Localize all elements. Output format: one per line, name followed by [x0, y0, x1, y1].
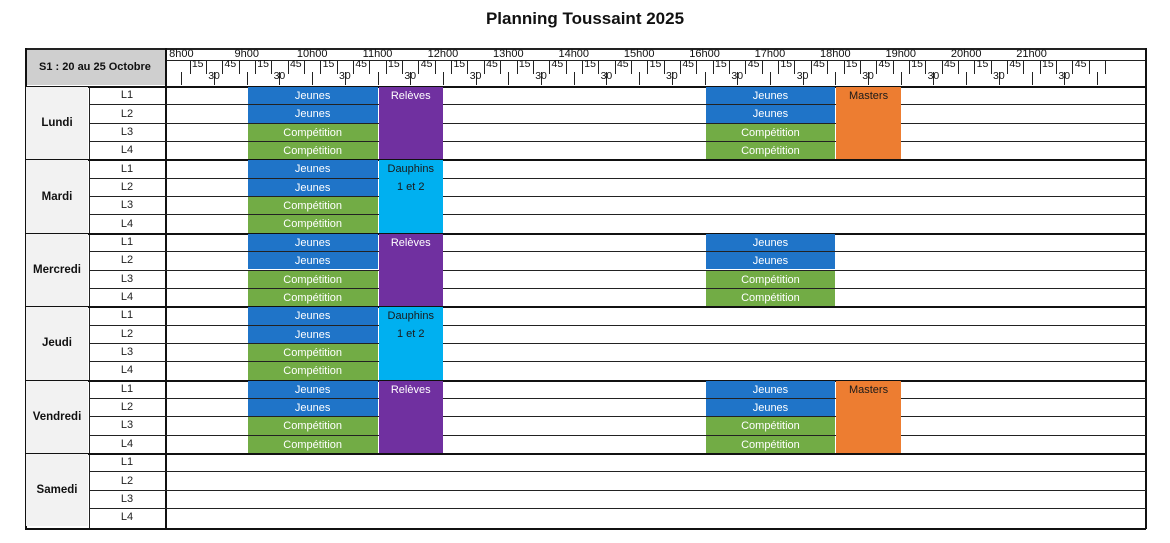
competition-label: Compétition	[283, 420, 342, 433]
jeunes-block	[248, 87, 378, 104]
quarter-tick	[386, 60, 387, 74]
jeunes-label: Jeunes	[752, 236, 789, 249]
half-tick	[901, 72, 902, 85]
quarter-tick	[467, 60, 468, 74]
quarter-tick	[893, 60, 894, 74]
quarter-label: 15	[649, 58, 662, 70]
competition-label: Compétition	[283, 145, 342, 158]
quarter-label: 45	[616, 58, 629, 70]
competition-label: Compétition	[283, 291, 342, 304]
quarter-label: 15	[388, 58, 400, 70]
quarter-tick	[222, 60, 223, 74]
competition-label: Compétition	[741, 438, 800, 451]
hour-label: 18h00	[820, 48, 851, 60]
releves-block	[379, 234, 443, 306]
jeunes-label: Jeunes	[294, 401, 331, 414]
quarter-label: 30	[927, 70, 940, 82]
lane-label: L2	[120, 401, 134, 414]
competition-label: Compétition	[283, 126, 342, 139]
quarter-tick	[860, 60, 861, 74]
quarter-tick	[811, 60, 812, 74]
quarter-label: 30	[731, 70, 744, 82]
releves-block	[379, 381, 443, 453]
competition-block	[248, 362, 378, 379]
row-divider	[25, 306, 1146, 308]
quarter-tick	[239, 60, 240, 74]
quarter-label: 15	[322, 58, 335, 70]
releves-label: Relèves	[390, 236, 431, 249]
half-tick	[1064, 72, 1065, 85]
quarter-label: 30	[535, 70, 547, 82]
quarter-label: 15	[584, 58, 596, 70]
day-label-4: Vendredi	[26, 381, 88, 453]
hour-label: 15h00	[623, 48, 655, 60]
quarter-tick	[255, 60, 256, 74]
quarter-label: 30	[404, 70, 417, 82]
jeunes-block	[248, 307, 378, 324]
lane-label: L1	[120, 382, 134, 395]
half-tick	[737, 72, 738, 85]
quarter-label: 45	[551, 58, 564, 70]
half-tick	[214, 72, 215, 85]
row-divider	[25, 380, 1146, 382]
lane-label: L1	[120, 162, 134, 175]
lane-label: L4	[120, 511, 134, 524]
dauphins-label-line2: 1 et 2	[396, 328, 425, 341]
quarter-tick	[206, 60, 207, 74]
jeunes-label: Jeunes	[294, 236, 331, 249]
quarter-label: 30	[208, 70, 220, 82]
row-divider	[89, 490, 1146, 491]
competition-label: Compétition	[283, 365, 342, 378]
competition-block	[248, 271, 378, 288]
jeunes-label: Jeunes	[294, 181, 331, 194]
quarter-tick	[876, 60, 877, 74]
half-tick	[705, 72, 706, 85]
quarter-label: 15	[780, 58, 793, 70]
competition-block	[248, 289, 378, 306]
half-tick	[410, 72, 411, 85]
competition-block	[248, 417, 378, 434]
quarter-label: 45	[1009, 58, 1022, 70]
lane-label: L4	[120, 291, 134, 304]
half-tick	[541, 72, 542, 85]
lane-label: L2	[120, 254, 134, 267]
competition-block	[248, 436, 378, 453]
quarter-tick	[647, 60, 648, 74]
quarter-label: 45	[289, 58, 302, 70]
quarter-tick	[745, 60, 746, 74]
quarter-label: 45	[420, 58, 433, 70]
half-tick	[1032, 72, 1033, 85]
quarter-label: 45	[813, 58, 825, 70]
half-tick	[574, 72, 575, 85]
quarter-tick	[1072, 60, 1073, 74]
quarter-tick	[909, 60, 910, 74]
jeunes-label: Jeunes	[294, 108, 331, 121]
quarter-tick	[696, 60, 697, 74]
quarter-tick	[925, 60, 926, 74]
half-tick	[835, 72, 836, 85]
half-tick	[770, 72, 771, 85]
row-divider	[89, 508, 1146, 509]
jeunes-label: Jeunes	[752, 401, 789, 414]
half-tick	[312, 72, 313, 85]
half-tick	[1097, 72, 1098, 85]
hour-label: 19h00	[885, 48, 917, 60]
dauphins-block	[379, 160, 443, 232]
quarter-tick	[762, 60, 763, 74]
quarter-tick	[402, 60, 403, 74]
jeunes-block	[706, 399, 836, 416]
lane-label: L3	[120, 272, 134, 285]
competition-block	[248, 344, 378, 361]
quarter-label: 30	[862, 70, 874, 82]
quarter-tick	[942, 60, 943, 74]
quarter-tick	[974, 60, 975, 74]
hour-label: 20h00	[950, 48, 982, 60]
competition-label: Compétition	[741, 291, 800, 304]
hour-label: 12h00	[427, 48, 459, 60]
quarter-tick	[484, 60, 485, 74]
jeunes-label: Jeunes	[752, 90, 789, 102]
page-title: Planning Toussaint 2025	[485, 9, 685, 28]
hour-label: 14h00	[558, 48, 590, 60]
jeunes-label: Jeunes	[752, 108, 789, 121]
competition-label: Compétition	[283, 346, 342, 359]
quarter-label: 15	[911, 58, 923, 70]
hour-label: 10h00	[296, 48, 328, 60]
lane-label: L4	[120, 144, 134, 157]
half-tick	[868, 72, 869, 85]
releves-label: Relèves	[390, 383, 431, 396]
quarter-label: 15	[976, 58, 989, 70]
competition-block	[706, 417, 836, 434]
row-divider	[25, 528, 1146, 530]
half-tick	[378, 72, 379, 85]
jeunes-label: Jeunes	[752, 383, 789, 396]
jeunes-block	[248, 234, 378, 251]
half-tick	[966, 72, 967, 85]
half-tick	[345, 72, 346, 85]
jeunes-label: Jeunes	[294, 90, 331, 102]
day-label-3: Jeudi	[26, 307, 88, 379]
quarter-label: 30	[339, 70, 351, 82]
quarter-tick	[1023, 60, 1024, 74]
competition-block	[706, 142, 836, 159]
half-tick	[279, 72, 280, 85]
quarter-label: 45	[486, 58, 498, 70]
masters-block	[836, 87, 900, 159]
quarter-tick	[778, 60, 779, 74]
quarter-tick	[549, 60, 550, 74]
lane-label: L1	[120, 309, 134, 322]
quarter-label: 45	[682, 58, 695, 70]
jeunes-label: Jeunes	[752, 255, 789, 268]
half-tick	[803, 72, 804, 85]
quarter-tick	[664, 60, 665, 74]
jeunes-block	[706, 381, 836, 398]
quarter-tick	[517, 60, 518, 74]
jeunes-block	[706, 105, 836, 122]
half-tick	[247, 72, 248, 85]
quarter-label: 30	[1058, 70, 1071, 82]
quarter-tick	[598, 60, 599, 74]
jeunes-block	[248, 105, 378, 122]
lane-label: L3	[120, 199, 134, 212]
hour-label: 17h00	[754, 48, 786, 60]
row-divider	[25, 233, 1146, 235]
competition-label: Compétition	[741, 273, 800, 286]
quarter-tick	[304, 60, 305, 74]
quarter-tick	[1105, 60, 1106, 74]
competition-label: Compétition	[283, 218, 342, 231]
half-tick	[181, 72, 182, 85]
quarter-tick	[566, 60, 567, 74]
quarter-label: 15	[1042, 58, 1054, 70]
competition-label: Compétition	[283, 200, 342, 213]
row-divider	[25, 86, 1146, 88]
lane-label: L3	[120, 125, 134, 138]
lane-label: L2	[120, 327, 134, 340]
row-divider	[25, 159, 1146, 161]
quarter-tick	[500, 60, 501, 74]
quarter-tick	[680, 60, 681, 74]
masters-label: Masters	[848, 90, 889, 102]
quarter-tick	[190, 60, 191, 74]
quarter-tick	[844, 60, 845, 74]
quarter-label: 15	[518, 58, 531, 70]
quarter-tick	[794, 60, 795, 74]
competition-block	[248, 197, 378, 214]
quarter-tick	[615, 60, 616, 74]
lane-label: L1	[120, 456, 134, 469]
lane-label: L1	[120, 89, 134, 102]
masters-label: Masters	[848, 383, 889, 396]
lane-label: L2	[120, 180, 134, 193]
lane-label: L3	[120, 419, 134, 432]
half-tick	[672, 72, 673, 85]
hour-label: 16h00	[689, 48, 720, 60]
competition-block	[706, 271, 836, 288]
jeunes-block	[248, 160, 378, 177]
releves-label: Relèves	[390, 90, 431, 102]
quarter-tick	[729, 60, 730, 74]
half-tick	[476, 72, 477, 85]
half-tick	[508, 72, 509, 85]
quarter-tick	[337, 60, 338, 74]
jeunes-block	[248, 179, 378, 196]
quarter-label: 15	[257, 58, 269, 70]
quarter-tick	[958, 60, 959, 74]
jeunes-block	[248, 381, 378, 398]
quarter-label: 15	[715, 58, 727, 70]
schedule-grid	[25, 48, 1146, 529]
row-divider	[25, 453, 1146, 455]
quarter-label: 15	[191, 58, 204, 70]
quarter-tick	[1040, 60, 1041, 74]
quarter-tick	[271, 60, 272, 74]
dauphins-label-line2: 1 et 2	[396, 181, 425, 194]
day-label-2: Mercredi	[26, 234, 88, 306]
quarter-tick	[827, 60, 828, 74]
quarter-tick	[451, 60, 452, 74]
day-label-1: Mardi	[26, 160, 88, 232]
masters-block	[836, 381, 900, 453]
quarter-tick	[369, 60, 370, 74]
hour-label: 9h00	[234, 48, 259, 60]
lane-label: L3	[120, 492, 134, 505]
quarter-label: 45	[878, 58, 891, 70]
lane-label: L4	[120, 364, 134, 377]
lane-label: L3	[120, 346, 134, 359]
jeunes-label: Jeunes	[294, 163, 331, 176]
jeunes-label: Jeunes	[294, 328, 331, 341]
jeunes-block	[706, 87, 836, 104]
quarter-label: 30	[993, 70, 1005, 82]
competition-block	[248, 215, 378, 232]
jeunes-block	[248, 326, 378, 343]
quarter-tick	[418, 60, 419, 74]
quarter-tick	[533, 60, 534, 74]
dauphins-label-line1: Dauphins	[387, 163, 434, 176]
half-tick	[639, 72, 640, 85]
half-tick	[999, 72, 1000, 85]
competition-block	[248, 142, 378, 159]
hour-label: 13h00	[493, 48, 524, 60]
competition-block	[248, 124, 378, 141]
competition-block	[706, 436, 836, 453]
hour-label: 8h00	[169, 48, 194, 60]
jeunes-label: Jeunes	[294, 310, 331, 323]
day-label-0: Lundi	[26, 87, 88, 159]
quarter-label: 30	[469, 70, 482, 82]
quarter-tick	[582, 60, 583, 74]
quarter-label: 30	[600, 70, 613, 82]
competition-block	[706, 124, 836, 141]
week-label: S1 : 20 au 25 Octobre	[25, 49, 165, 85]
quarter-tick	[1007, 60, 1008, 74]
releves-block	[379, 87, 443, 159]
quarter-label: 30	[796, 70, 809, 82]
jeunes-block	[248, 252, 378, 269]
half-tick	[606, 72, 607, 85]
quarter-tick	[320, 60, 321, 74]
lane-label: L4	[120, 217, 134, 230]
quarter-label: 15	[845, 58, 858, 70]
lane-label: L4	[120, 437, 134, 450]
quarter-label: 30	[273, 70, 286, 82]
quarter-label: 45	[355, 58, 368, 70]
quarter-label: 15	[453, 58, 466, 70]
competition-label: Compétition	[283, 438, 342, 451]
quarter-tick	[631, 60, 632, 74]
quarter-label: 30	[666, 70, 678, 82]
competition-label: Compétition	[741, 145, 800, 158]
quarter-label: 45	[747, 58, 760, 70]
jeunes-block	[248, 399, 378, 416]
day-label-5: Samedi	[26, 454, 88, 526]
lane-label: L1	[120, 235, 134, 248]
competition-block	[706, 289, 836, 306]
competition-label: Compétition	[741, 126, 800, 139]
half-tick	[443, 72, 444, 85]
jeunes-label: Jeunes	[294, 255, 331, 268]
dauphins-label-line1: Dauphins	[387, 310, 434, 323]
quarter-label: 45	[943, 58, 956, 70]
competition-label: Compétition	[741, 420, 800, 433]
hour-label: 11h00	[362, 48, 393, 60]
lane-label: L2	[120, 474, 134, 487]
quarter-tick	[991, 60, 992, 74]
quarter-label: 45	[224, 58, 237, 70]
dauphins-block	[379, 307, 443, 379]
quarter-tick	[1056, 60, 1057, 74]
quarter-tick	[713, 60, 714, 74]
jeunes-block	[706, 252, 836, 269]
jeunes-label: Jeunes	[294, 383, 331, 396]
half-tick	[933, 72, 934, 85]
jeunes-block	[706, 234, 836, 251]
quarter-tick	[1089, 60, 1090, 74]
competition-label: Compétition	[283, 273, 342, 286]
quarter-tick	[288, 60, 289, 74]
lane-label: L2	[120, 107, 134, 120]
quarter-tick	[435, 60, 436, 74]
quarter-label: 45	[1074, 58, 1087, 70]
hour-label: 21h00	[1016, 48, 1047, 60]
row-divider	[89, 471, 1146, 472]
quarter-tick	[353, 60, 354, 74]
